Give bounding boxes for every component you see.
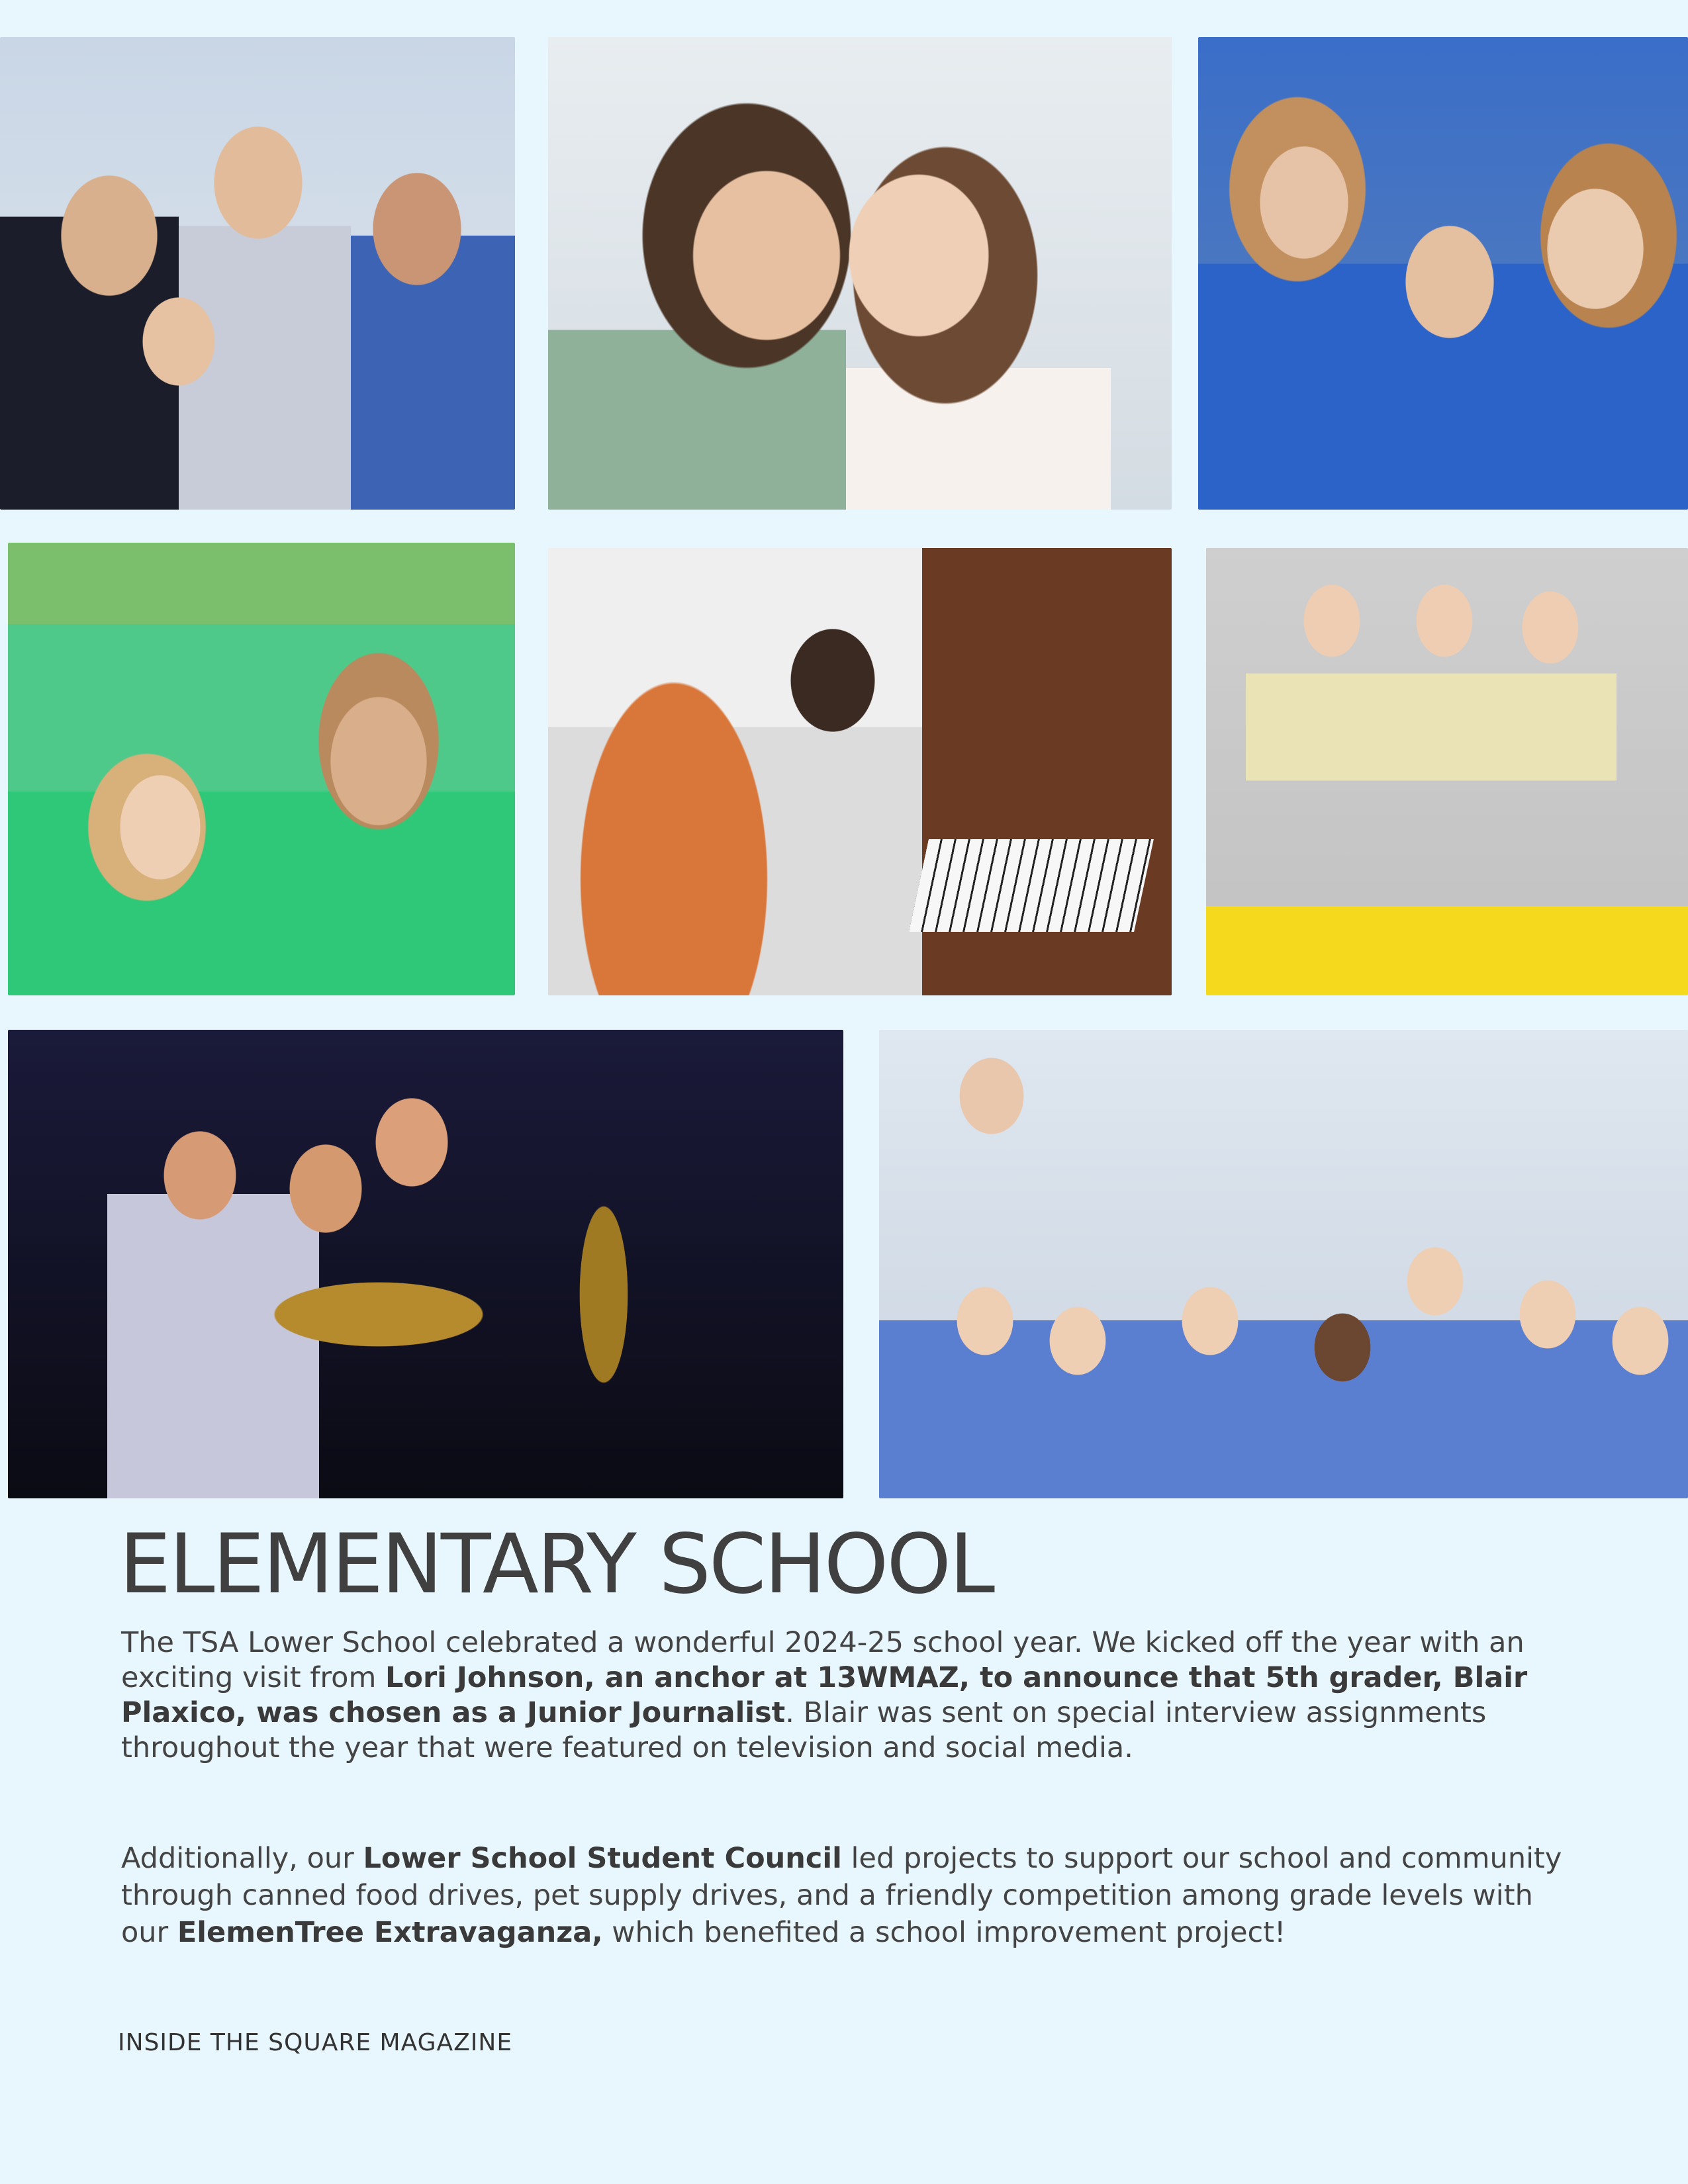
photo-band-performance <box>8 1030 843 1498</box>
photo-field-day <box>8 543 515 995</box>
paragraph-student-council <box>121 1840 1577 1951</box>
photo-teacher-hugging-student <box>548 37 1172 510</box>
photo-lemonade-stand <box>1206 548 1688 995</box>
photo-students-praying <box>1198 37 1688 510</box>
para2-bold-1: Lower School Student Council <box>363 1842 842 1875</box>
para2-text-2: led projects to support our school and community through canned food drives, pet supply drives, and a friendly competition among grade levels with our <box>121 1842 1562 1949</box>
piano-keys <box>909 839 1154 932</box>
para1-bold-1: Lori Johnson, an anchor at 13WMAZ, to announce that 5th grader, Blair Plaxico, was chosen as a Junior Journalist <box>121 1661 1528 1729</box>
paragraph-junior-journalist <box>121 1625 1577 1766</box>
para2-text-1: Additionally, our <box>121 1842 363 1875</box>
para1-text-2: . Blair was sent on special interview assignments throughout the year that were featured on television and social media. <box>121 1696 1487 1764</box>
photo-pajama-day-class <box>879 1030 1688 1498</box>
magazine-footer: INSIDE THE SQUARE MAGAZINE <box>118 2029 513 2056</box>
para1-text-1: The TSA Lower School celebrated a wonderful 2024-25 school year. We kicked off the year with an exciting visit from <box>121 1626 1524 1694</box>
para2-text-3: which benefited a school improvement project! <box>602 1916 1286 1949</box>
photo-junior-journalist-announcement <box>0 37 515 510</box>
photo-piano-lesson <box>548 548 1172 995</box>
para2-bold-2: ElemenTree Extravaganza, <box>177 1916 603 1949</box>
section-heading: ELEMENTARY SCHOOL <box>119 1517 994 1612</box>
